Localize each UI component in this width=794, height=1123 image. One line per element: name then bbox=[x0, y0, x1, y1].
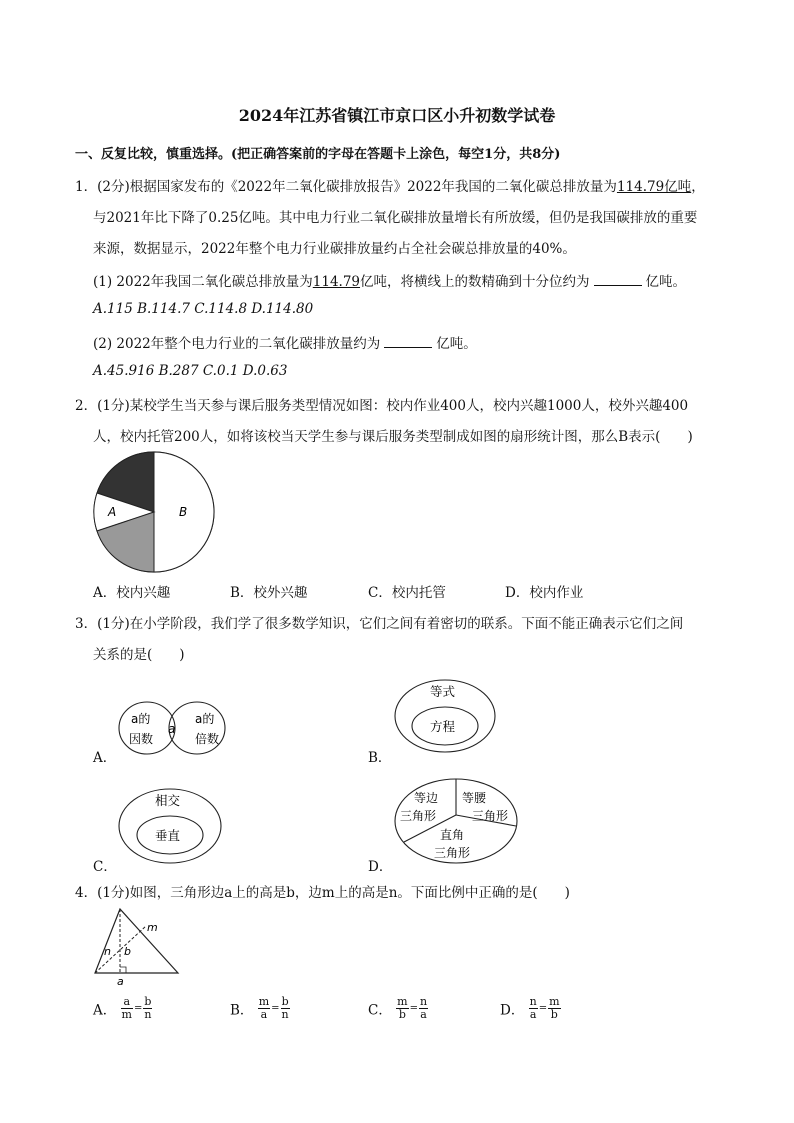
diagram-d-part1-line1: 等边 bbox=[414, 791, 439, 805]
q1-sub1-text: (1) 2022年我国二氧化碳总排放量为 bbox=[93, 274, 313, 290]
q3-option-b-label[interactable]: B． bbox=[368, 750, 392, 766]
q3-option-c-label[interactable]: C． bbox=[93, 859, 117, 875]
diagram-c-inner-label: 垂直 bbox=[155, 828, 181, 843]
q3-diagram-c[interactable] bbox=[116, 786, 228, 866]
equals-sign: = bbox=[538, 1003, 548, 1014]
fraction: $\frac{n}{a}$ bbox=[419, 995, 428, 1021]
page-title: 2024年江苏省镇江市京口区小升初数学试卷 bbox=[238, 106, 556, 125]
label-n: n bbox=[104, 945, 111, 958]
label-b: b bbox=[124, 945, 131, 958]
q2-option-b[interactable]: B．校外兴趣 bbox=[230, 585, 308, 601]
label-a: a bbox=[117, 975, 124, 987]
q3-line1: 3．(1分)在小学阶段，我们学了很多数学知识，它们之间有着密切的联系。下面不能正确表示它们之间 bbox=[75, 616, 684, 632]
q4-option-b[interactable] bbox=[230, 996, 290, 1021]
q4-line1: 4．(1分)如图，三角形边a上的高是b，边m上的高是n。下面比例中正确的是( ) bbox=[75, 885, 570, 901]
venn-a-right-line2: 倍数 bbox=[195, 732, 220, 746]
q1-sub2-text: (2) 2022年整个电力行业的二氧化碳排放量约为 bbox=[93, 336, 381, 352]
answer-blank[interactable] bbox=[594, 273, 642, 286]
venn-a-middle: a bbox=[168, 722, 176, 736]
q1-underlined-value: 114.79亿吨 bbox=[616, 179, 692, 195]
fraction: $\frac{b}{n}$ bbox=[144, 995, 152, 1021]
q1-sub1-text: 亿吨，将横线上的数精确到十分位约为 bbox=[360, 274, 590, 290]
q4-option-a[interactable] bbox=[93, 996, 152, 1021]
q4-option-c-label: C． bbox=[368, 1002, 392, 1019]
diagram-c-outer-label: 相交 bbox=[155, 793, 181, 808]
q4-option-d[interactable] bbox=[500, 996, 561, 1021]
q3-option-d-label[interactable]: D． bbox=[368, 859, 393, 875]
q4-option-b-label: B． bbox=[230, 1002, 254, 1019]
fraction: $\frac{m}{b}$ bbox=[397, 995, 408, 1021]
q3-line2: 关系的是( ) bbox=[93, 647, 185, 663]
q4-option-a-label: A． bbox=[93, 1002, 117, 1019]
venn-a-right-line1: a的 bbox=[195, 712, 215, 726]
equals-sign: = bbox=[271, 1003, 280, 1014]
q2-line2: 人，校内托管200人，如将该校当天学生参与课后服务类型制成如图的扇形统计图，那么B表示( ) bbox=[93, 429, 693, 445]
q1-sub1 bbox=[93, 270, 686, 290]
pie-chart-figure bbox=[90, 450, 220, 574]
q3-diagram-b[interactable] bbox=[392, 678, 500, 758]
q3-option-a-label[interactable]: A． bbox=[93, 750, 117, 766]
fraction: $\frac{m}{b}$ bbox=[549, 995, 560, 1021]
answer-blank[interactable] bbox=[384, 335, 432, 348]
q1-sub1-underlined: 114.79 bbox=[312, 274, 361, 290]
q3-diagram-d[interactable] bbox=[392, 776, 522, 866]
pie-label-b: B bbox=[179, 505, 188, 519]
diagram-b-inner-label: 方程 bbox=[430, 719, 456, 734]
diagram-d-part3-line1: 直角 bbox=[440, 828, 465, 842]
diagram-d-part1-line2: 三角形 bbox=[400, 809, 437, 823]
q4-option-d-label: D． bbox=[500, 1002, 525, 1019]
q1-text: 1．(2分)根据国家发布的《2022年二氧化碳排放报告》2022年我国的二氧化碳总排放量为 bbox=[75, 179, 617, 195]
fraction: $\frac{m}{a}$ bbox=[258, 995, 270, 1021]
fraction: $\frac{n}{a}$ bbox=[529, 995, 537, 1021]
diagram-d-part2-line1: 等腰 bbox=[462, 791, 487, 805]
pie-label-a: A bbox=[108, 505, 117, 519]
q1-sub2-options: A.45.916 B.287 C.0.1 D.0.63 bbox=[93, 363, 288, 379]
fraction: $\frac{b}{n}$ bbox=[281, 995, 289, 1021]
equals-sign: = bbox=[409, 1003, 418, 1014]
q1-text: ， bbox=[691, 179, 705, 195]
q2-option-c[interactable]: C．校内托管 bbox=[368, 585, 446, 601]
q1-sub1-text: 亿吨。 bbox=[645, 274, 687, 290]
q1-line2: 与2021年比下降了0.25亿吨。其中电力行业二氧化碳排放量增长有所放缓，但仍是我国碳排放的重要 bbox=[93, 210, 698, 226]
q1-line3: 来源，数据显示，2022年整个电力行业碳排放量约占全社会碳总排放量的40%。 bbox=[93, 241, 576, 257]
diagram-d-part3-line2: 三角形 bbox=[434, 846, 471, 860]
q2-line1: 2．(1分)某校学生当天参与课后服务类型情况如图：校内作业400人，校内兴趣1000人，校外兴趣400 bbox=[75, 398, 689, 414]
section-heading: 一、反复比较，慎重选择。(把正确答案前的字母在答题卡上涂色，每空1分，共8分) bbox=[75, 147, 561, 162]
q2-option-d[interactable]: D．校内作业 bbox=[505, 585, 584, 601]
fraction: $\frac{a}{m}$ bbox=[121, 995, 132, 1021]
diagram-d-part2-line2: 三角形 bbox=[472, 809, 509, 823]
diagram-b-outer-label: 等式 bbox=[430, 684, 456, 699]
q1-sub2 bbox=[93, 332, 477, 352]
q3-venn-a[interactable] bbox=[115, 698, 230, 758]
equals-sign: = bbox=[133, 1003, 143, 1014]
venn-a-left-line1: a的 bbox=[131, 712, 151, 726]
q2-option-a[interactable]: A．校内兴趣 bbox=[93, 585, 171, 601]
q1-sub1-options: A.115 B.114.7 C.114.8 D.114.80 bbox=[93, 301, 314, 317]
q1-line1 bbox=[75, 175, 705, 195]
label-m: m bbox=[147, 921, 158, 934]
venn-a-left-line2: 因数 bbox=[129, 732, 154, 746]
q4-option-c[interactable] bbox=[368, 996, 428, 1021]
q1-sub2-text: 亿吨。 bbox=[436, 336, 477, 352]
q4-triangle-figure bbox=[90, 905, 185, 987]
